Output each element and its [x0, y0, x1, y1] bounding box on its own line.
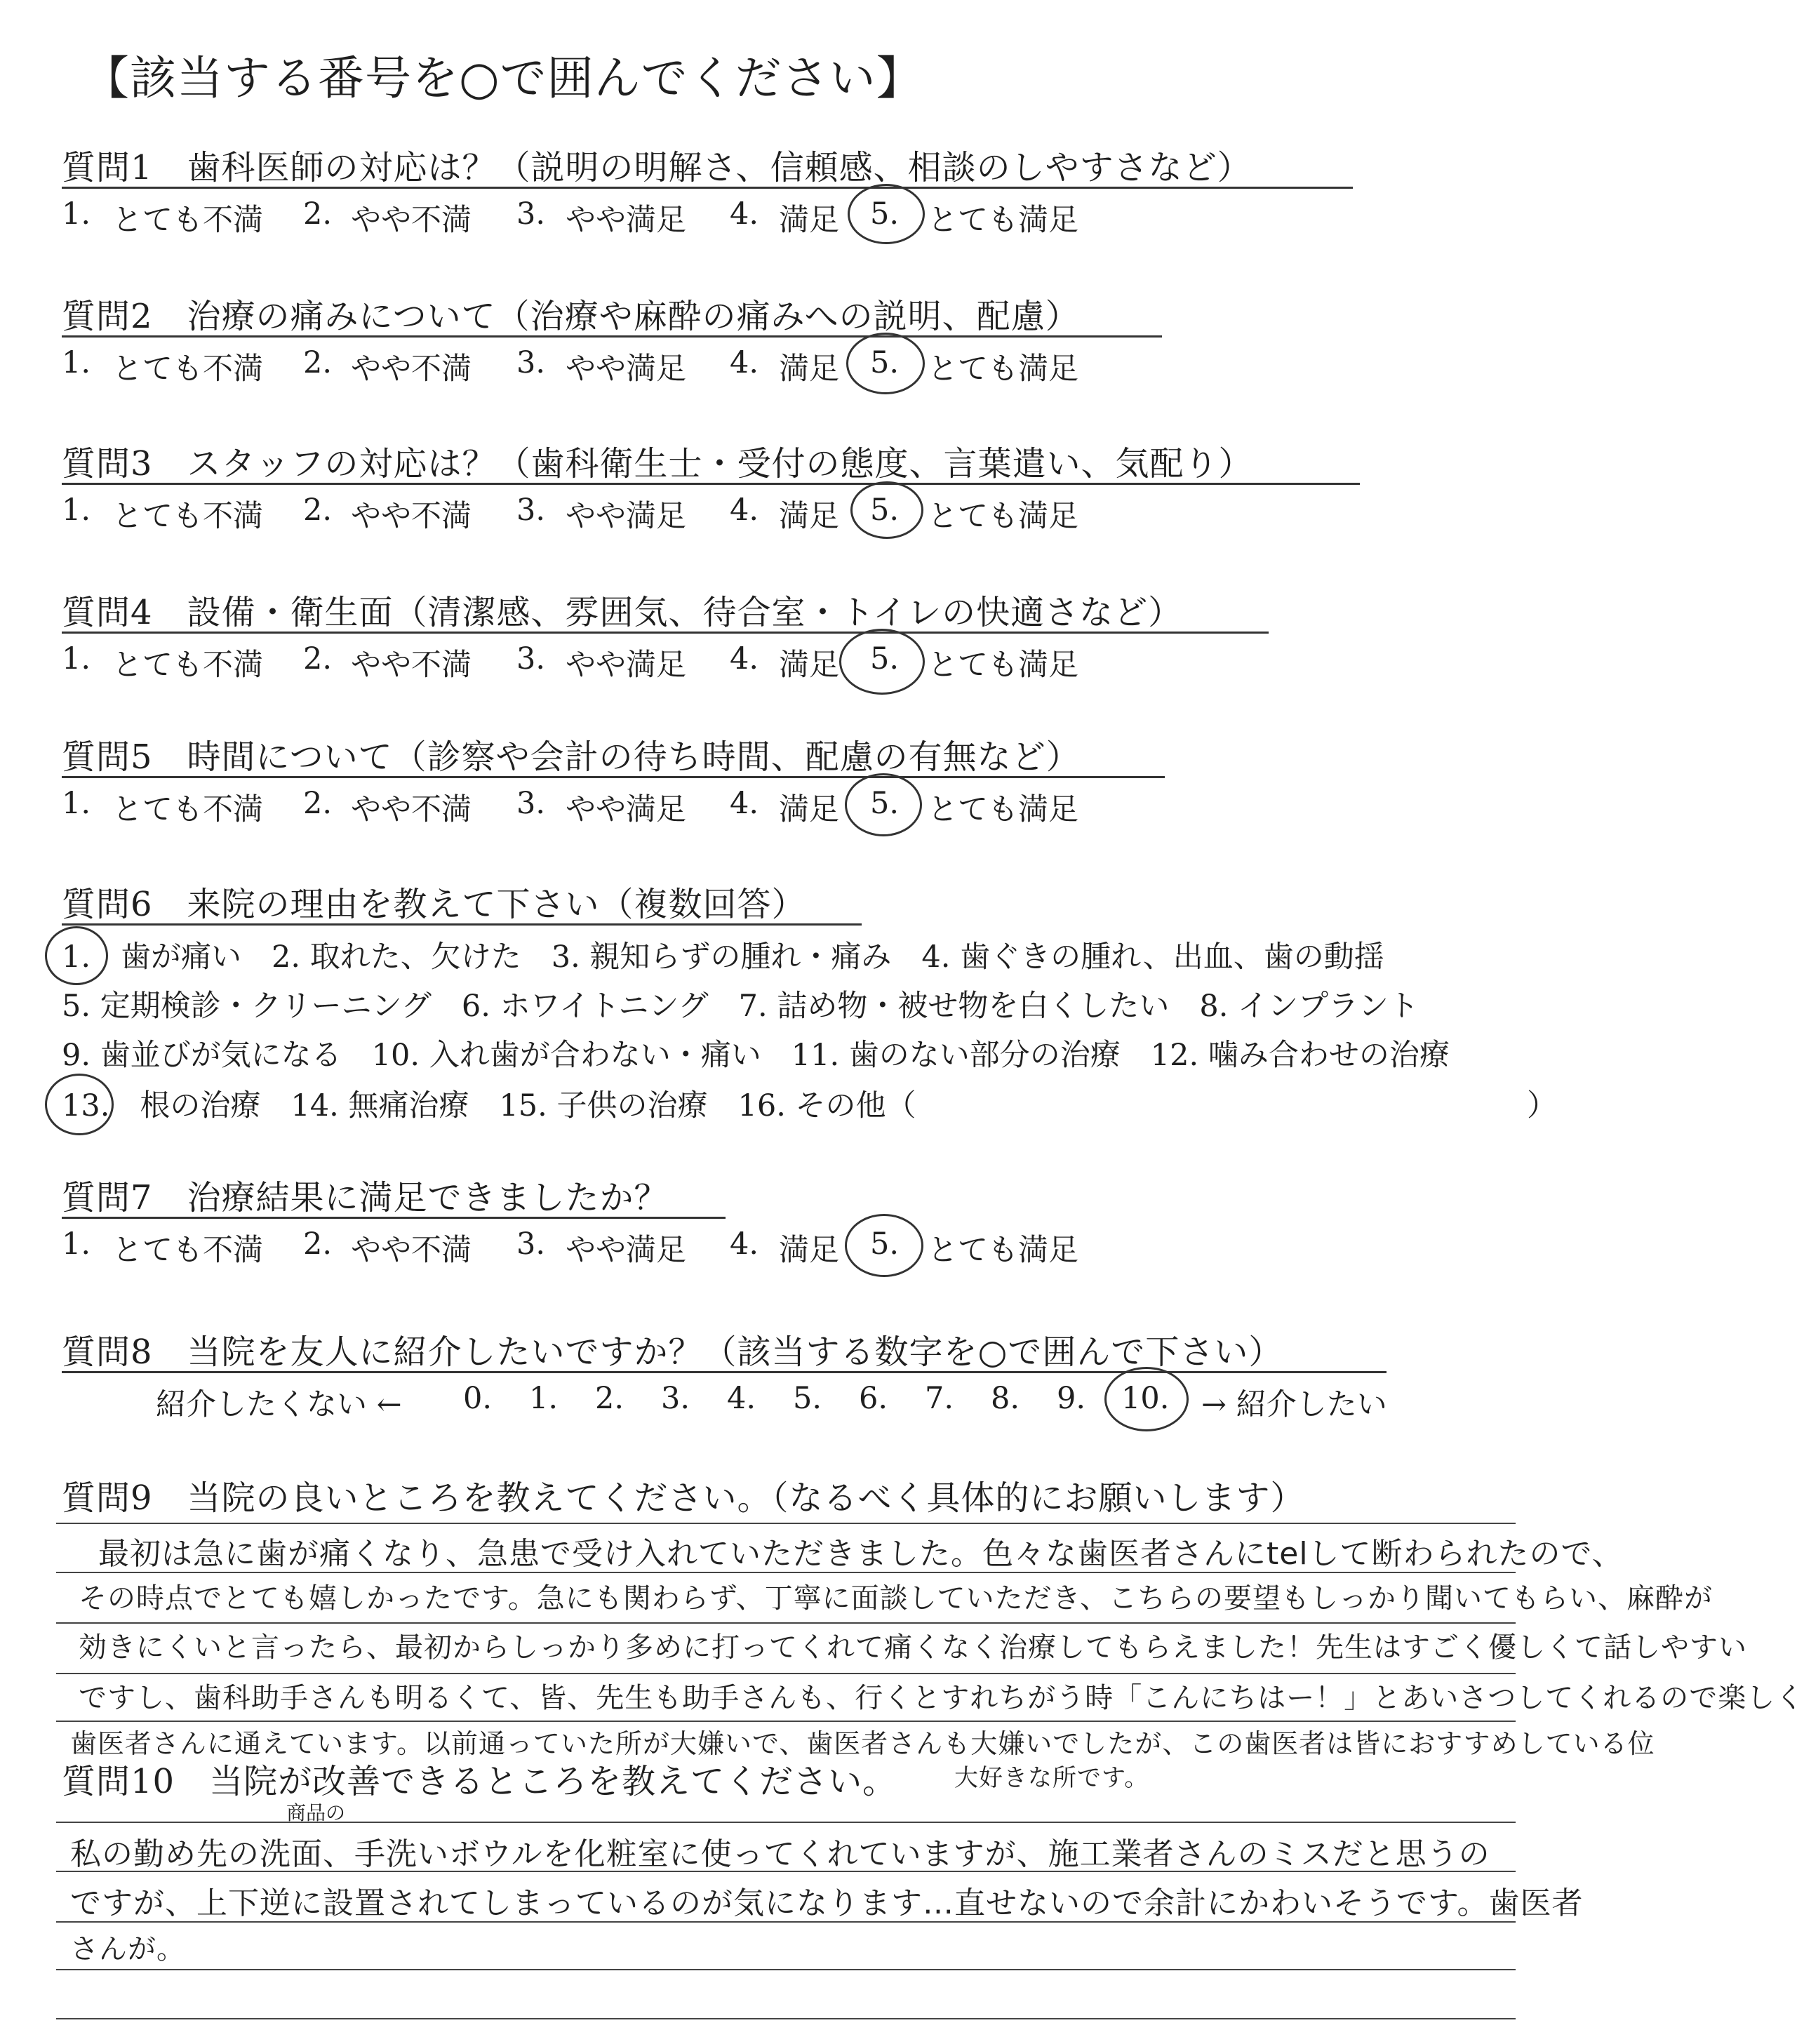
q4-option-4-number[interactable]: 4.	[730, 641, 759, 676]
q9-answer-ruling	[56, 1523, 1516, 1524]
q4-option-1-number[interactable]: 1.	[62, 641, 91, 676]
q6-other-close-paren: ）	[1527, 1088, 1557, 1123]
q7-option-2-label: やや不満	[351, 1233, 472, 1268]
q2-option-4-number[interactable]: 4.	[730, 345, 759, 380]
q8-right-label: → 紹介したい	[1201, 1387, 1387, 1422]
q10-answer-ruling	[56, 1969, 1516, 1970]
q8-option-0[interactable]: 0.	[463, 1381, 493, 1416]
question-2-title: 質問2 治療の痛みについて（治療や麻酔の痛みへの説明、配慮）	[62, 297, 1080, 336]
q9-answer-line-6[interactable]: 大好きな所です。	[954, 1764, 1149, 1792]
q10-answer-ruling	[56, 1822, 1516, 1823]
q10-answer-ruling	[56, 1871, 1516, 1872]
question-3-underline	[62, 483, 1360, 485]
question-5-title: 質問5 時間について（診察や会計の待ち時間、配慮の有無など）	[62, 737, 1081, 777]
question-9-title: 質問9 当院の良いところを教えてください。（なるべく具体的にお願いします）	[62, 1478, 1305, 1518]
q9-answer-line-4[interactable]: ですし、歯科助手さんも明るくて、皆、先生も助手さんも、行くとすれちがう時「こんにちはー！」とあいさつしてくれるので楽しく	[79, 1682, 1804, 1714]
question-2-underline	[62, 335, 1162, 338]
q2-option-5-number[interactable]: 5.	[870, 345, 900, 380]
q2-option-5-label: とても満足	[928, 352, 1078, 387]
question-4-underline	[62, 632, 1269, 634]
question-4-title: 質問4 設備・衛生面（清潔感、雰囲気、待合室・トイレの快適さなど）	[62, 593, 1183, 632]
q6-options-line-4[interactable]: 13. 根の治療 14. 無痛治療 15. 子供の治療 16. その他（	[62, 1088, 916, 1123]
q9-answer-line-1[interactable]: 最初は急に歯が痛くなり、急患で受け入れていただきました。色々な歯医者さんにtelして断わられたので、	[98, 1536, 1624, 1572]
q8-option-4[interactable]: 4.	[727, 1381, 756, 1416]
q3-option-5-label: とても満足	[928, 499, 1078, 534]
q7-option-5-label: とても満足	[928, 1233, 1078, 1268]
q6-options-line-2[interactable]: 5. 定期検診・クリーニング 6. ホワイトニング 7. 詰め物・被せ物を白くしたい 8. インプラント	[62, 989, 1419, 1024]
question-1-underline	[62, 187, 1353, 189]
q8-option-9[interactable]: 9.	[1057, 1381, 1086, 1416]
question-1-title: 質問1 歯科医師の対応は？（説明の明解さ、信頼感、相談のしやすさなど）	[62, 148, 1252, 187]
q9-answer-ruling	[56, 1622, 1516, 1624]
q3-option-4-number[interactable]: 4.	[730, 493, 759, 528]
question-10-title: 質問10 当院が改善できるところを教えてください。	[62, 1762, 897, 1801]
q2-option-2-label: やや不満	[351, 352, 472, 387]
q5-option-2-number[interactable]: 2.	[303, 786, 333, 821]
q8-option-6[interactable]: 6.	[859, 1381, 888, 1416]
q2-option-1-label: とても不満	[112, 352, 263, 387]
q1-selection-circle	[848, 184, 925, 244]
q9-answer-ruling	[56, 1673, 1516, 1674]
q9-answer-ruling	[56, 1572, 1516, 1573]
q8-left-label: 紹介したくない ←	[156, 1387, 402, 1422]
q5-option-1-label: とても不満	[112, 792, 263, 827]
q8-option-10[interactable]: 10.	[1121, 1381, 1170, 1416]
q7-option-3-label: やや満足	[566, 1233, 686, 1268]
q8-selection-circle	[1104, 1367, 1189, 1431]
q3-option-3-number[interactable]: 3.	[516, 493, 546, 528]
q7-option-4-number[interactable]: 4.	[730, 1227, 759, 1262]
q5-option-3-label: やや満足	[566, 792, 686, 827]
q10-answer-line-1[interactable]: 私の勤め先の洗面、手洗いボウルを化粧室に使ってくれていますが、施工業者さんのミスだと思うの	[70, 1836, 1490, 1872]
q10-insert-note: 商品の	[286, 1801, 346, 1824]
q9-answer-line-5[interactable]: 歯医者さんに通えています。以前通っていた所が大嫌いで、歯医者さんも大嫌いでしたが、この歯医者は皆におすすめしている位	[70, 1728, 1655, 1759]
q1-option-2-number[interactable]: 2.	[303, 196, 333, 232]
q6-options-line-1[interactable]: 1. 歯が痛い 2. 取れた、欠けた 3. 親知らずの腫れ・痛み 4. 歯ぐきの腫れ、出血、歯の動揺	[62, 940, 1384, 975]
q5-selection-circle	[845, 773, 922, 836]
q4-option-2-label: やや不満	[351, 648, 472, 683]
q3-option-2-label: やや不満	[351, 499, 472, 534]
q2-option-4-label: 満足	[779, 352, 839, 387]
q1-option-3-label: やや満足	[566, 203, 686, 238]
question-8-underline	[62, 1371, 1387, 1373]
q7-option-5-number[interactable]: 5.	[870, 1227, 900, 1262]
q7-option-1-label: とても不満	[112, 1233, 263, 1268]
q1-option-1-number[interactable]: 1.	[62, 196, 91, 232]
q4-option-3-label: やや満足	[566, 648, 686, 683]
q3-option-2-number[interactable]: 2.	[303, 493, 333, 528]
q7-selection-circle	[845, 1214, 923, 1277]
q3-option-3-label: やや満足	[566, 499, 686, 534]
q7-option-4-label: 満足	[779, 1233, 839, 1268]
q8-option-8[interactable]: 8.	[991, 1381, 1020, 1416]
q2-option-1-number[interactable]: 1.	[62, 345, 91, 380]
q5-option-1-number[interactable]: 1.	[62, 786, 91, 821]
q2-option-3-number[interactable]: 3.	[516, 345, 546, 380]
q10-answer-line-3[interactable]: さんが。	[70, 1933, 185, 1965]
question-5-underline	[62, 776, 1165, 778]
q4-option-4-label: 満足	[779, 648, 839, 683]
q2-option-2-number[interactable]: 2.	[303, 345, 333, 380]
question-6-underline	[62, 923, 862, 926]
q5-option-4-label: 満足	[779, 792, 839, 827]
q5-option-3-number[interactable]: 3.	[516, 786, 546, 821]
q6-selection-circle-13	[45, 1074, 114, 1135]
q8-option-7[interactable]: 7.	[925, 1381, 954, 1416]
q1-option-3-number[interactable]: 3.	[516, 196, 546, 232]
q5-option-5-number[interactable]: 5.	[870, 786, 900, 821]
question-3-title: 質問3 スタッフの対応は？（歯科衛生士・受付の態度、言葉遣い、気配り）	[62, 444, 1253, 483]
q6-selection-circle-1	[45, 926, 108, 985]
q7-option-1-number[interactable]: 1.	[62, 1227, 91, 1262]
q4-option-2-number[interactable]: 2.	[303, 641, 333, 676]
q4-option-5-number[interactable]: 5.	[870, 641, 900, 676]
q2-option-3-label: やや満足	[566, 352, 686, 387]
q1-option-5-number[interactable]: 5.	[870, 196, 900, 232]
q6-options-line-3[interactable]: 9. 歯並びが気になる 10. 入れ歯が合わない・痛い 11. 歯のない部分の治療 12. 噛み合わせの治療	[62, 1038, 1450, 1073]
q1-option-4-number[interactable]: 4.	[730, 196, 759, 232]
q7-option-2-number[interactable]: 2.	[303, 1227, 333, 1262]
q8-option-1[interactable]: 1.	[529, 1381, 559, 1416]
q5-option-2-label: やや不満	[351, 792, 472, 827]
q1-option-5-label: とても満足	[928, 203, 1078, 238]
q1-option-1-label: とても不満	[112, 203, 263, 238]
q10-answer-ruling	[56, 1921, 1516, 1923]
q10-answer-ruling	[56, 2018, 1516, 2019]
q5-option-4-number[interactable]: 4.	[730, 786, 759, 821]
q3-option-1-label: とても不満	[112, 499, 263, 534]
q9-answer-line-3[interactable]: 効きにくいと言ったら、最初からしっかり多めに打ってくれて痛くなく治療してもらえました！先生はすごく優しくて話しやすい	[79, 1631, 1747, 1664]
q5-option-5-label: とても満足	[928, 792, 1078, 827]
question-6-title: 質問6 来院の理由を教えて下さい（複数回答）	[62, 885, 806, 924]
q4-option-1-label: とても不満	[112, 648, 263, 683]
q4-selection-circle	[839, 629, 925, 695]
form-header: 【該当する番号を○で囲んでください】	[83, 51, 923, 105]
question-8-title: 質問8 当院を友人に紹介したいですか？（該当する数字を○で囲んで下さい）	[62, 1332, 1283, 1372]
question-7-title: 質問7 治療結果に満足できましたか？	[62, 1178, 669, 1217]
q3-option-5-number[interactable]: 5.	[870, 493, 900, 528]
q8-option-2[interactable]: 2.	[595, 1381, 624, 1416]
q1-option-2-label: やや不満	[351, 203, 472, 238]
q3-option-4-label: 満足	[779, 499, 839, 534]
q4-option-3-number[interactable]: 3.	[516, 641, 546, 676]
question-7-underline	[62, 1217, 726, 1219]
q9-answer-line-2[interactable]: その時点でとても嬉しかったです。急にも関わらず、丁寧に面談していただき、こちらの要望もしっかり聞いてもらい、麻酔が	[79, 1582, 1713, 1615]
q8-option-3[interactable]: 3.	[661, 1381, 690, 1416]
q4-option-5-label: とても満足	[928, 648, 1078, 683]
q2-selection-circle	[846, 333, 925, 394]
q8-option-5[interactable]: 5.	[793, 1381, 822, 1416]
q10-answer-line-2[interactable]: ですが、上下逆に設置されてしまっているのが気になります…直せないので余計にかわいそうです。歯医者	[70, 1885, 1584, 1921]
q1-option-4-label: 満足	[779, 203, 839, 238]
q3-option-1-number[interactable]: 1.	[62, 493, 91, 528]
q3-selection-circle	[850, 481, 923, 539]
q7-option-3-number[interactable]: 3.	[516, 1227, 546, 1262]
